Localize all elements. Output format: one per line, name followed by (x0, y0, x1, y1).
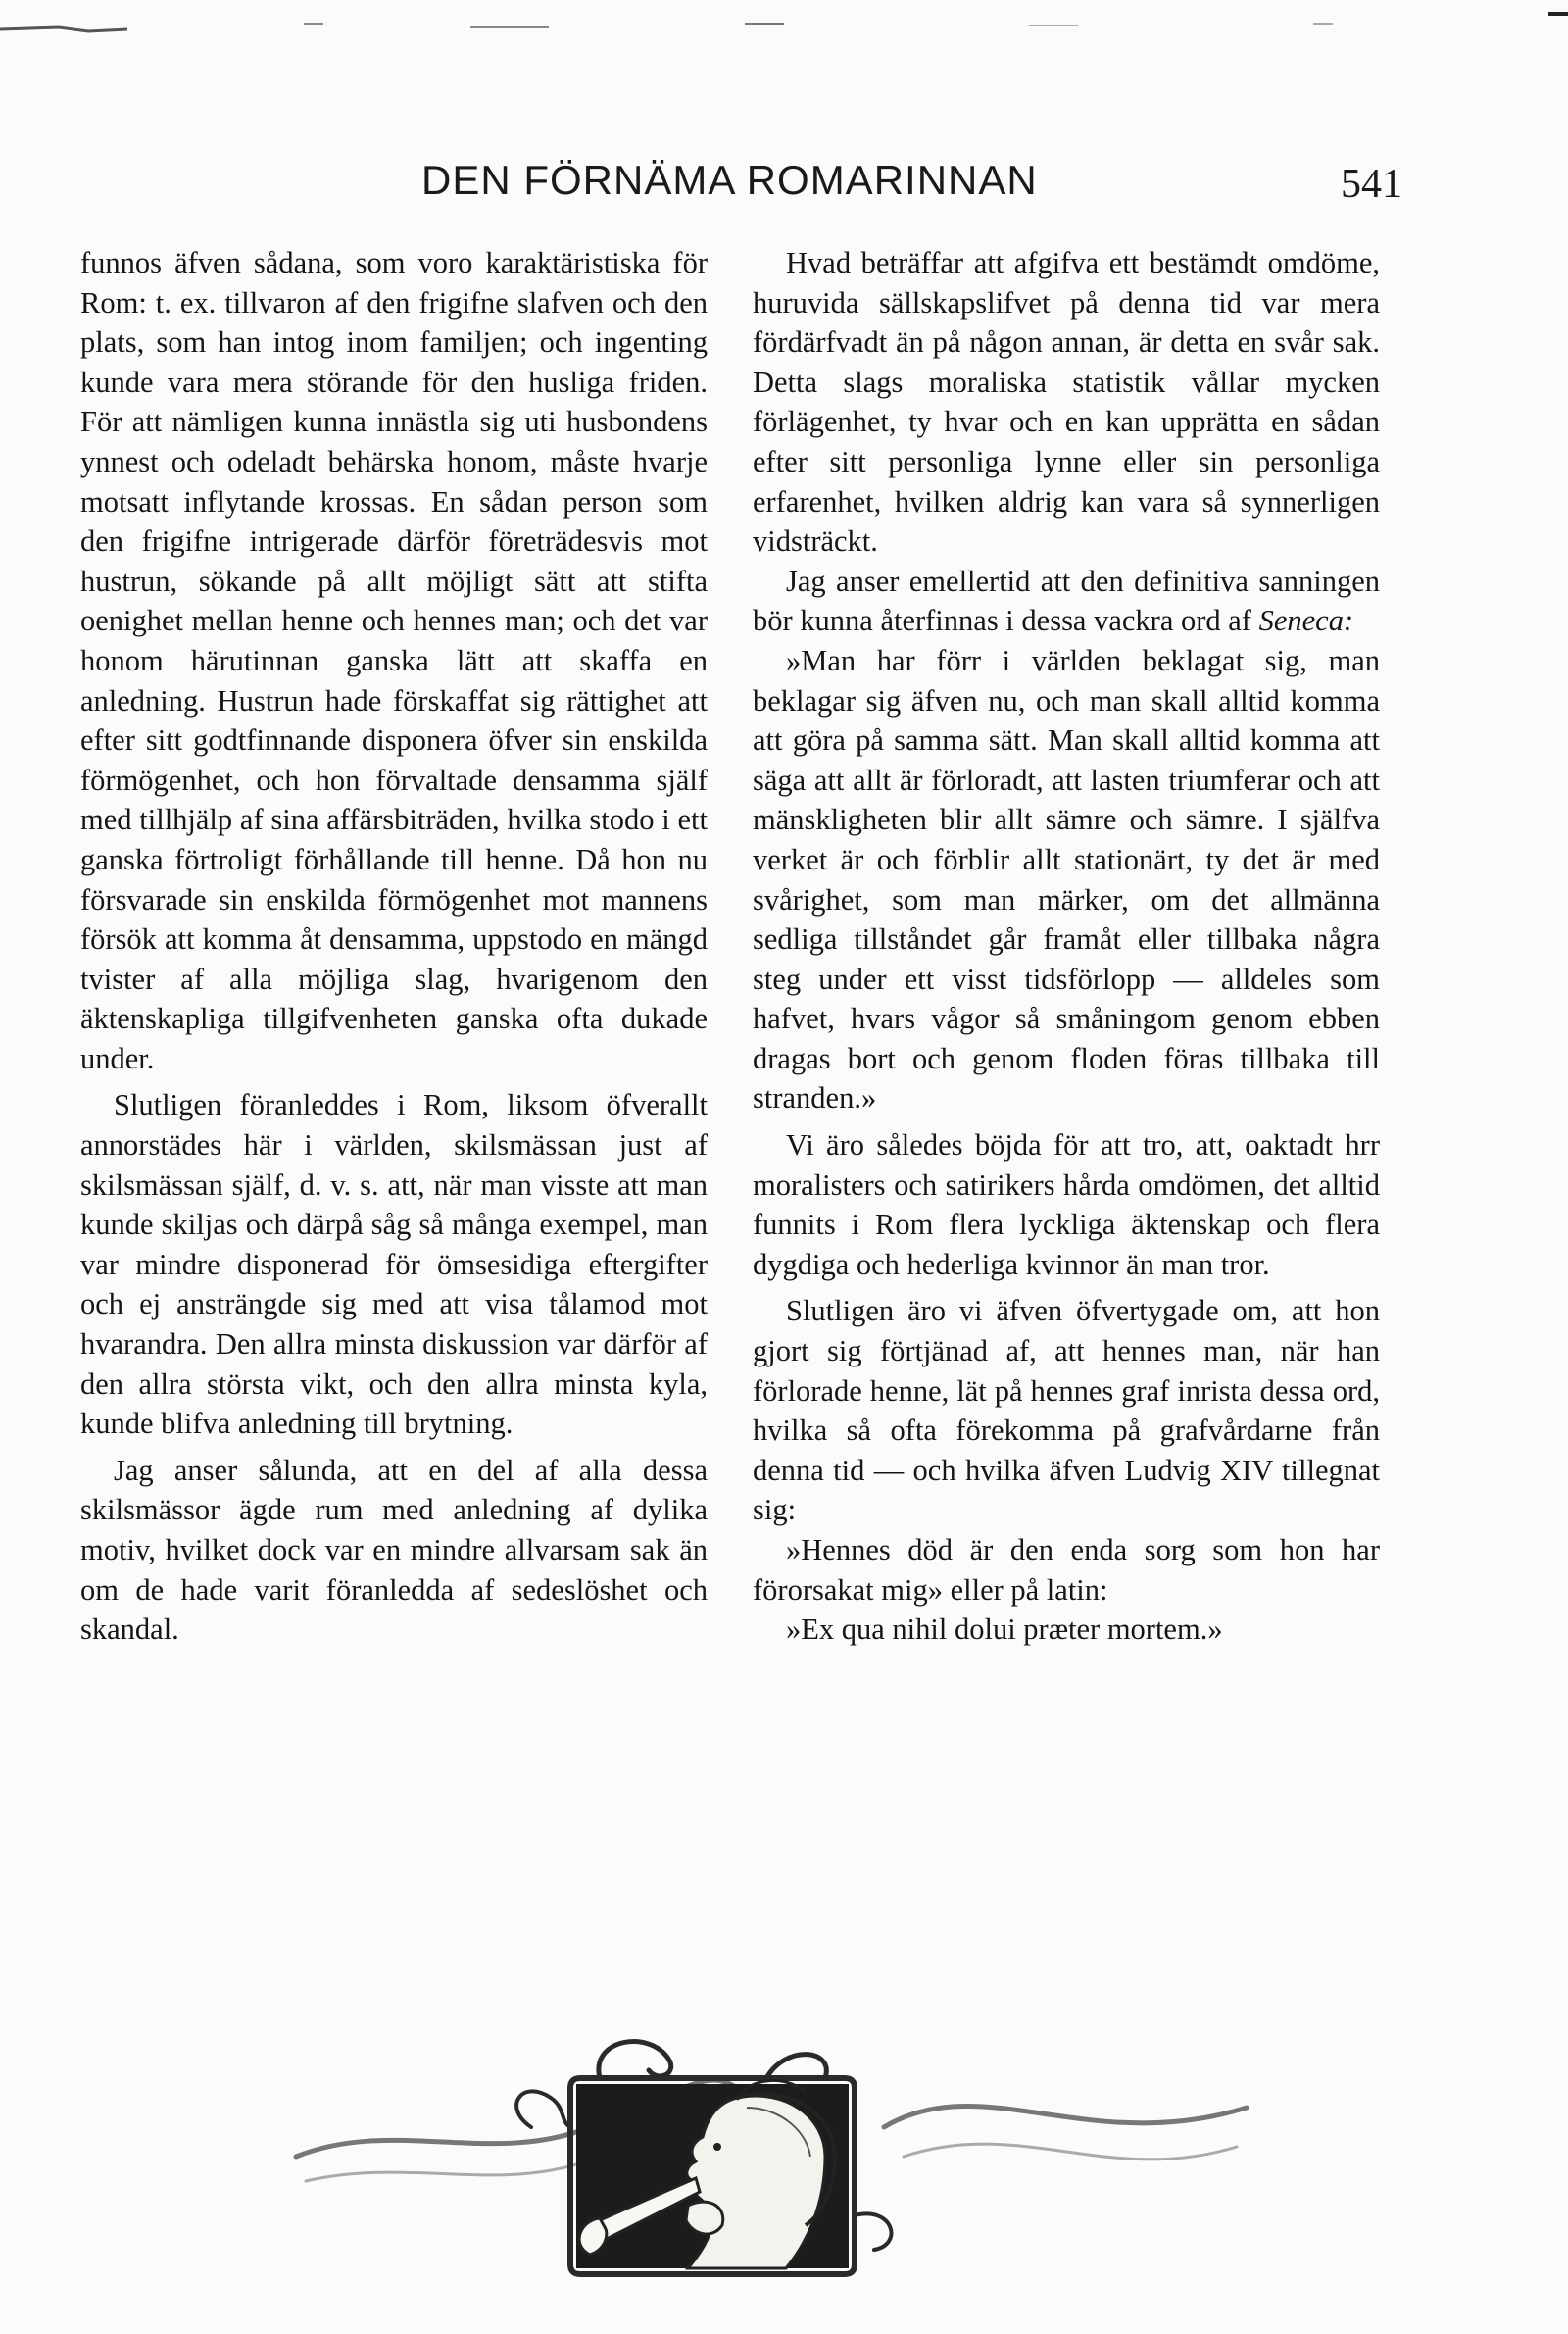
running-head (0, 157, 1568, 216)
right-paragraph-2-text: Jag anser emellertid att den definitiva sanningen bör kunna återfinnas i dessa vackra ord af (753, 564, 1380, 638)
left-column (80, 243, 708, 1650)
left-paragraph-3: Jag anser sålunda, att en del af alla dessa skilsmässor ägde rum med anledning af dylika motiv, hvilket dock var en mindre allvarsam sak än om de hade varit föranledda af sedeslöshet och skandal. (80, 1453, 708, 1647)
running-title: DEN FÖRNÄMA ROMARINNAN (421, 157, 1038, 203)
seneca-author: Seneca: (1258, 604, 1354, 638)
right-paragraph-7: »Ex qua nihil dolui præter mortem.» (786, 1613, 1223, 1647)
page-number: 541 (1341, 162, 1402, 207)
right-paragraph-5: Slutligen äro vi äfven öfvertygade om, att hon gjort sig förtjänad af, att hennes man, när han förlorade henne, lät på hennes graf inrista dessa ord, hvilka så ofta förekomma på grafvårdarne från denna tid — och hvilka äfven Ludvig XIV tillegnat sig: (753, 1294, 1380, 1527)
right-paragraph-2 (753, 562, 1380, 641)
right-paragraph-1: Hvad beträffar att afgifva ett bestämdt omdöme, huruvida sällskapslifvet på denna tid var mera fördärfvadt än på någon annan, är detta en svår sak. Detta slags moraliska statistik vållar mycken förlägenhet, ty hvar och en kan upprätta en sådan efter sitt personliga lynne eller sin personliga erfarenhet, hvilken aldrig kan vara så synnerligen vidsträckt. (753, 246, 1380, 559)
scan-artifacts (0, 0, 1568, 78)
left-paragraph-1: funnos äfven sådana, som voro karaktäristiska för Rom: t. ex. tillvaron af den frigifne slafven och den plats, som han intog inom familjen; och ingenting kunde vara mera störande för den husliga friden. För att nämligen kunna innästla sig uti husbondens ynnest och odeladt behärska honom, måste hvarje motsatt inflytande krossas. En sådan person som den frigifne intrigerade därför företrädesvis mot hustrun, sökande på allt möjligt sätt att stifta oenighet mellan henne och hennes man; och det var honom härutinnan ganska lätt att skaffa en anledning. Hustrun hade förskaffat sig rättighet att efter sitt godtfinnande disponera öfver sin enskilda förmögenhet, och hon förvaltade densamma själf med tillhjälp af sina affärsbiträden, hvilka stodo i ett ganska förtroligt förhållande till henne. Då hon nu försvarade sin enskilda förmögenhet mot mannens försök att komma åt densamma, uppstodo en mängd tvister af alla möjliga slag, hvarigenom den äktenskapliga tillgifvenheten ganska ofta dukade under. (80, 246, 708, 1075)
right-paragraph-3: »Man har förr i världen beklagat sig, man beklagar sig äfven nu, och man skall alltid komma att göra på samma sätt. Man skall alltid komma att säga att allt är förloradt, att lasten triumferar och att mänskligheten blir allt sämre och sämre. I själfva verket är och förblir allt stationärt, ty det är med svårighet, som man märker, om det allmänna sedliga tillståndet går framåt eller tillbaka några steg under ett visst tidsförlopp — alldeles som hafvet, hvars vågor så småningom genom ebben dragas bort och genom floden föras tillbaka till stranden.» (753, 643, 1380, 1116)
right-paragraph-4: Vi äro således böjda för att tro, att, oaktadt hrr moralisters och satirikers hårda omdömen, det alltid funnits i Rom flera lyckliga äktenskap och flera dygdiga och hederliga kvinnor än man tror. (753, 1128, 1380, 1281)
right-paragraph-6: »Hennes död är den enda sorg som hon har förorsakat mig» eller på latin: (753, 1533, 1380, 1607)
left-paragraph-2: Slutligen föranleddes i Rom, liksom öfverallt annorstädes här i världen, skilsmässan just af skilsmässan själf, d. v. s. att, när man visste att man kunde skiljas och därpå såg så många exempel, man var mindre disponerad för ömsesidiga eftergifter och ej ansträngde sig med att visa tålamod mot hvarandra. Den allra minsta diskussion var därför af den allra största vikt, och den allra minsta kyla, kunde blifva anledning till brytning. (80, 1088, 708, 1441)
right-column (753, 243, 1380, 1650)
art-nouveau-vignette-icon (276, 2010, 1256, 2323)
